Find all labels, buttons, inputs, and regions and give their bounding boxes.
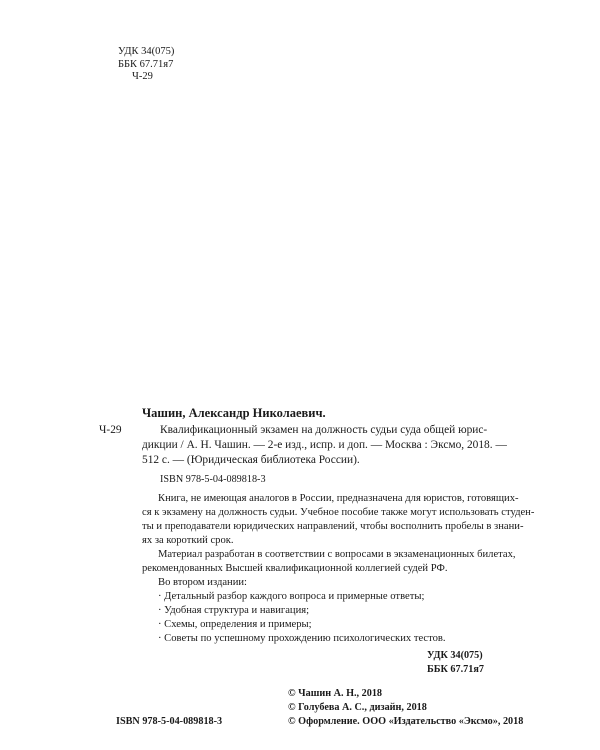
bib-description-line: дикции / А. Н. Чашин. — 2-е изд., испр. и доп. — Москва : Эксмо, 2018. —	[142, 439, 507, 451]
list-item: · Советы по успешному прохождению психологических тестов.	[158, 633, 446, 644]
annotation-line: Материал разработан в соответствии с вопросами в экзаменационных билетах,	[158, 549, 516, 560]
annotation-line: рекомендованных Высшей квалификационной коллегией судей РФ.	[142, 563, 448, 574]
list-item: · Детальный разбор каждого вопроса и примерные ответы;	[158, 591, 425, 602]
author-heading: Чашин, Александр Николаевич.	[142, 406, 326, 420]
annotation-line: ях за короткий срок.	[142, 535, 234, 546]
bbk-code-top: ББК 67.71я7	[118, 59, 174, 70]
annotation-line: Книга, не имеющая аналогов в России, предназначена для юристов, готовящих-	[158, 493, 519, 504]
bib-description-line: Квалификационный экзамен на должность судьи суда общей юрис-	[160, 424, 488, 436]
bib-description-line: 512 с. — (Юридическая библиотека России).	[142, 454, 360, 466]
isbn-line: ISBN 978-5-04-089818-3	[160, 474, 266, 485]
list-intro: Во втором издании:	[158, 577, 247, 588]
copyright-line: © Чашин А. Н., 2018	[288, 688, 383, 699]
author-sign-top: Ч-29	[132, 71, 153, 82]
bbk-code-bottom: ББК 67.71я7	[427, 664, 484, 675]
udk-code-bottom: УДК 34(075)	[427, 650, 483, 661]
copyright-line: © Оформление. ООО «Издательство «Эксмо», 2018	[288, 716, 524, 727]
copyright-line: © Голубева А. С., дизайн, 2018	[288, 702, 427, 713]
udk-code-top: УДК 34(075)	[118, 46, 175, 57]
list-item: · Схемы, определения и примеры;	[158, 619, 312, 630]
author-sign: Ч-29	[99, 424, 122, 436]
isbn-footer: ISBN 978-5-04-089818-3	[116, 716, 223, 727]
annotation-line: ты и преподаватели юридических направлений, чтобы восполнить пробелы в знани-	[142, 521, 524, 532]
annotation-line: ся к экзамену на должность судьи. Учебное пособие также могут использовать студен-	[142, 507, 535, 518]
list-item: · Удобная структура и навигация;	[158, 605, 310, 616]
